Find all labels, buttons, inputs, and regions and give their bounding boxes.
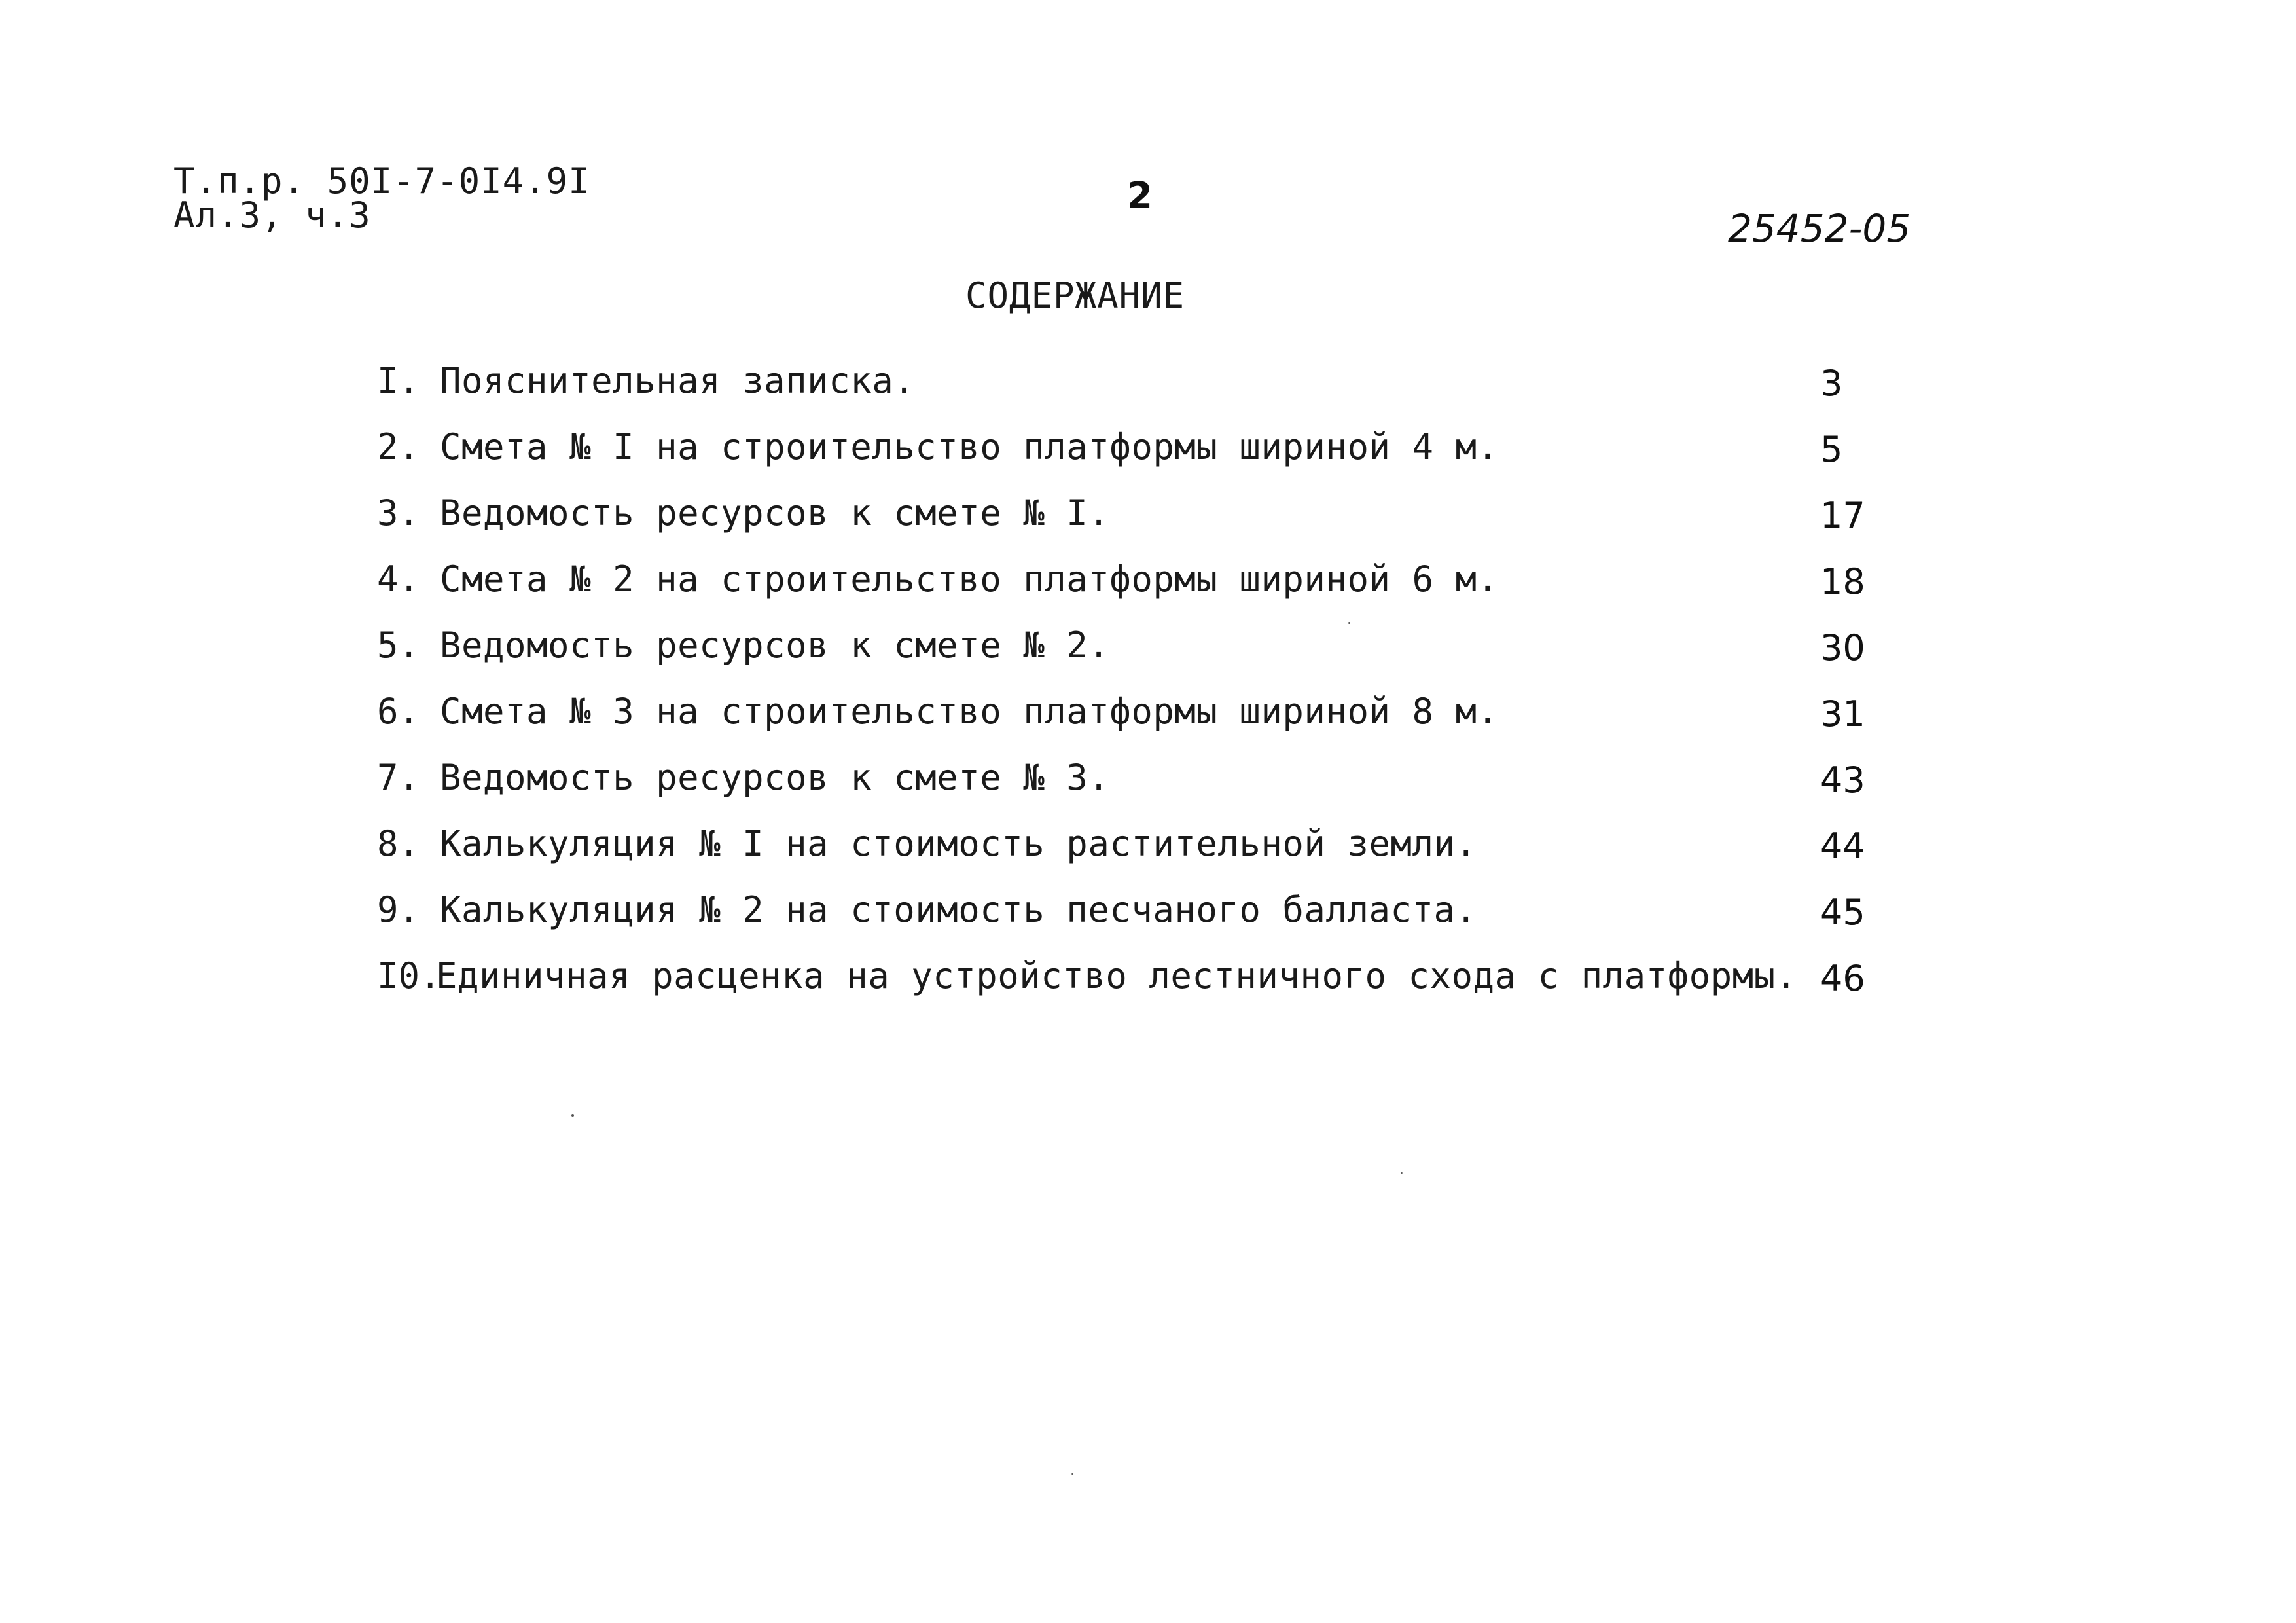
document-part: Ал.3, ч.3 xyxy=(173,194,371,236)
scan-speck xyxy=(1348,622,1350,624)
document-code: Т.п.р. 50I-7-0I4.9I xyxy=(173,160,590,202)
toc-item xyxy=(377,889,1895,958)
toc-item-page: 43 xyxy=(1820,759,1865,801)
toc-item-number: 8. xyxy=(377,823,420,864)
toc-title: СОДЕРЖАНИЕ xyxy=(965,275,1185,316)
toc-item xyxy=(377,625,1895,694)
toc-item-page: 5 xyxy=(1820,429,1843,470)
page-number: 2 xyxy=(1127,175,1153,217)
toc-item xyxy=(377,492,1895,562)
scan-speck xyxy=(571,1114,574,1117)
toc-item-page: 18 xyxy=(1820,561,1865,602)
toc-item-number: 4. xyxy=(377,558,420,600)
toc-item-text: Смета № I на строительство платформы шириной 4 м. xyxy=(440,426,1499,467)
toc-item-text: Смета № 2 на строительство платформы шириной 6 м. xyxy=(440,558,1499,600)
toc-item xyxy=(377,955,1895,1025)
toc-item-text: Калькуляция № 2 на стоимость песчаного балласта. xyxy=(440,889,1477,930)
toc-item xyxy=(377,426,1895,496)
toc-item-page: 44 xyxy=(1820,826,1865,867)
toc-item-text: Ведомость ресурсов к смете № 2. xyxy=(440,625,1110,666)
toc-item-page: 45 xyxy=(1820,892,1865,933)
toc-item-page: 46 xyxy=(1820,958,1865,999)
scan-speck xyxy=(1401,1172,1403,1174)
toc-item xyxy=(377,360,1895,429)
toc-item xyxy=(377,823,1895,892)
toc-list xyxy=(377,360,1895,1025)
scan-speck xyxy=(1071,1473,1073,1475)
toc-item-text: Пояснительная записка. xyxy=(440,360,916,401)
toc-item-page: 17 xyxy=(1820,495,1865,536)
toc-item-page: 3 xyxy=(1820,363,1843,404)
toc-item-text: Калькуляция № I на стоимость растительной земли. xyxy=(440,823,1477,864)
toc-item-page: 31 xyxy=(1820,693,1865,735)
toc-item xyxy=(377,691,1895,760)
toc-item-number: 6. xyxy=(377,691,420,732)
archive-number: 25452-05 xyxy=(1728,206,1911,251)
toc-item-number: 2. xyxy=(377,426,420,467)
toc-item-text: Ведомость ресурсов к смете № 3. xyxy=(440,757,1110,798)
toc-item-number: 3. xyxy=(377,492,420,534)
toc-item-page: 30 xyxy=(1820,627,1865,668)
toc-item-number: 9. xyxy=(377,889,420,930)
toc-item-number: 7. xyxy=(377,757,420,798)
toc-item-number: I. xyxy=(377,360,420,401)
toc-item-text: Смета № 3 на строительство платформы шириной 8 м. xyxy=(440,691,1499,732)
toc-item-number: 5. xyxy=(377,625,420,666)
toc-item-text: Ведомость ресурсов к смете № I. xyxy=(440,492,1110,534)
toc-item-number: I0. xyxy=(377,955,441,996)
toc-item xyxy=(377,558,1895,628)
toc-item-text: Единичная расценка на устройство лестничного схода с платформы. xyxy=(436,955,1797,996)
toc-item xyxy=(377,757,1895,826)
